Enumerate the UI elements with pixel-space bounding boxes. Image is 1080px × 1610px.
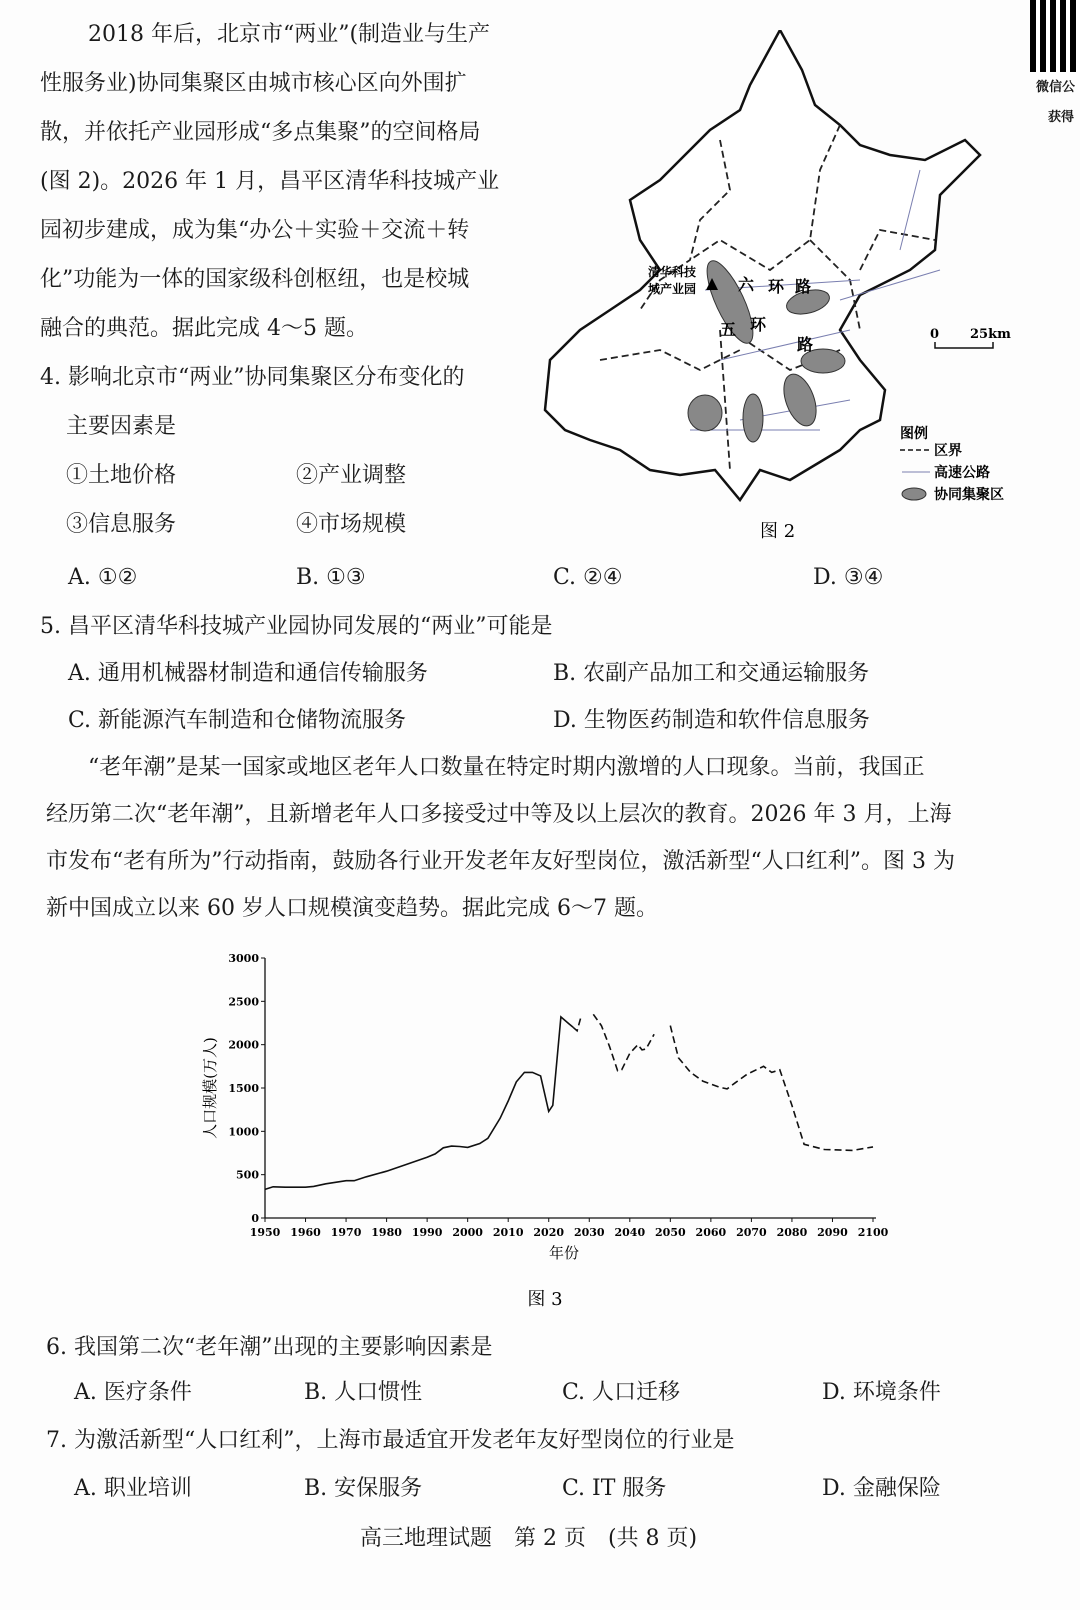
series-line-预测1 [573,1016,581,1031]
x-tick-label: 1980 [371,1226,402,1239]
answer-option[interactable]: C. IT 服务 [562,1476,667,1501]
cluster-area [688,395,722,431]
factor-item: ①土地价格 [66,463,177,488]
passage-line: 散，并依托产业园形成“多点集聚”的空间格局 [40,120,481,145]
passage-line: 市发布“老有所为”行动指南，鼓励各行业开发老年友好型岗位，激活新型“人口红利”。图 3 为 [46,849,955,874]
y-tick-label: 500 [236,1168,259,1182]
x-tick-label: 2070 [736,1226,767,1239]
y-axis-label: 人口规模(万人) [201,1037,219,1139]
x-tick-label: 2060 [695,1226,727,1239]
x-tick-label: 2090 [817,1226,848,1239]
answer-option[interactable]: A. 职业培训 [74,1476,192,1501]
x-tick-label: 2010 [492,1226,524,1239]
x-tick-label: 2080 [776,1226,808,1239]
ring-road-label: 路 [797,335,814,354]
ring-road-label: 五 [720,320,737,339]
passage-line: 园初步建成，成为集“办公＋实验＋交流＋转 [40,218,470,243]
x-tick-label: 2050 [655,1226,686,1239]
factor-item: ③信息服务 [66,512,177,537]
answer-option[interactable]: D. 金融保险 [822,1476,941,1501]
series-line-实际 [265,1017,573,1190]
scale-bar [935,342,993,348]
scale-label: 0 [930,327,940,342]
beijing-map [540,30,1040,560]
figure-caption: 图 3 [527,1289,563,1310]
answer-option[interactable]: D. ③④ [813,565,884,590]
answer-option[interactable]: A. 通用机械器材制造和通信传输服务 [68,661,428,686]
ring-road-label: 环 [768,277,785,296]
answer-option[interactable]: D. 生物医药制造和软件信息服务 [553,708,870,733]
x-tick-label: 2100 [857,1226,889,1239]
question-stem: 7. 为激活新型“人口红利”，上海市最适宜开发老年友好型岗位的行业是 [46,1428,735,1453]
answer-option[interactable]: C. ②④ [553,565,623,590]
y-tick-label: 3000 [228,952,259,965]
x-tick-label: 2030 [573,1226,605,1239]
passage-line: 性服务业)协同集聚区由城市核心区向外围扩 [40,71,467,96]
legend-label: 区界 [934,443,962,459]
answer-option[interactable]: A. ①② [68,565,138,590]
y-tick-label: 2500 [228,995,259,1009]
question-stem: 主要因素是 [66,414,177,439]
x-tick-label: 1990 [411,1226,443,1239]
qr-text: 微信公 [1036,80,1076,95]
x-axis-label: 年份 [548,1244,580,1262]
passage-line: (图 2)。2026 年 1 月，昌平区清华科技城产业 [40,169,500,194]
y-tick-label: 0 [251,1212,259,1225]
y-tick-label: 1000 [228,1125,259,1139]
figure-caption: 图 2 [760,521,796,542]
passage-line: 经历第二次“老年潮”，且新增老年人口多接受过中等及以上层次的教育。2026 年 3 月，上海 [46,802,952,827]
x-tick-label: 1950 [249,1226,281,1239]
cluster-area [743,394,763,442]
passage-line: 融合的典范。据此完成 4～5 题。 [40,316,368,341]
y-tick-label: 2000 [228,1038,259,1052]
answer-option[interactable]: B. 安保服务 [304,1476,423,1501]
factor-item: ④市场规模 [296,512,407,537]
answer-option[interactable]: B. 人口惯性 [304,1380,423,1405]
x-tick-label: 2000 [452,1226,483,1239]
passage-line: 新中国成立以来 60 岁人口规模演变趋势。据此完成 6～7 题。 [46,896,658,921]
answer-option[interactable]: C. 新能源汽车制造和仓储物流服务 [68,708,407,733]
answer-option[interactable]: B. ①③ [296,565,366,590]
passage-line: 化”功能为一体的国家级科创枢纽，也是校城 [40,267,470,292]
scale-label: 25km [970,327,1011,342]
x-tick-label: 2020 [533,1226,565,1239]
ring-road-label: 六 [738,275,755,294]
answer-option[interactable]: C. 人口迁移 [562,1380,681,1405]
x-tick-label: 1960 [290,1226,321,1239]
y-tick-label: 1500 [228,1082,259,1095]
ring-road-label: 路 [795,277,812,296]
ring-road-label: 环 [750,315,767,334]
page-footer: 高三地理试题 第 2 页 (共 8 页) [360,1526,698,1551]
legend-title: 图例 [900,426,928,442]
series-line-预测3 [670,1026,873,1151]
question-stem: 4. 影响北京市“两业”协同集聚区分布变化的 [40,365,465,390]
legend-label: 高速公路 [934,465,990,481]
park-label: 城产业园 [648,282,697,296]
x-tick-label: 1970 [330,1226,362,1239]
answer-option[interactable]: D. 环境条件 [822,1380,941,1405]
x-tick-label: 2040 [614,1226,646,1239]
factor-item: ②产业调整 [296,463,407,488]
qr-text: 获得 [1048,110,1075,125]
series-line-预测2 [593,1014,654,1070]
question-stem: 5. 昌平区清华科技城产业园协同发展的“两业”可能是 [40,614,553,639]
passage-line: 2018 年后，北京市“两业”(制造业与生产 [88,22,491,47]
question-stem: 6. 我国第二次“老年潮”出现的主要影响因素是 [46,1335,493,1360]
population-chart [190,945,910,1315]
passage-line: “老年潮”是某一国家或地区老年人口数量在特定时期内激增的人口现象。当前，我国正 [88,755,925,780]
park-label: 清华科技 [648,265,697,279]
answer-option[interactable]: B. 农副产品加工和交通运输服务 [553,661,870,686]
legend-label: 协同集聚区 [934,487,1004,503]
answer-option[interactable]: A. 医疗条件 [74,1380,192,1405]
